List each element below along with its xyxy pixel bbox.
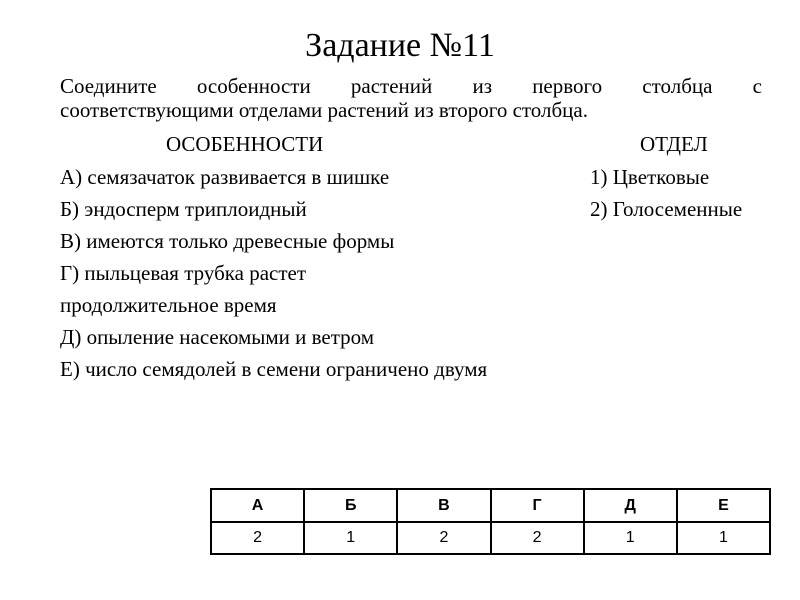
answer-value-cell: 2 xyxy=(491,522,584,554)
answer-header-cell: Е xyxy=(677,489,770,522)
answer-value-cell: 1 xyxy=(584,522,677,554)
division-item-2: 2) Голосеменные xyxy=(590,197,743,221)
task-title: Задание №11 xyxy=(305,27,495,64)
instructions-line-1: Соедините особенности растений из первого столбца с xyxy=(60,74,762,98)
answer-header-cell: Б xyxy=(304,489,397,522)
answer-header-cell: Г xyxy=(491,489,584,522)
features-column-header: ОСОБЕННОСТИ xyxy=(166,132,324,156)
feature-item-e: Е) число семядолей в семени ограничено двумя xyxy=(60,357,488,381)
feature-item-g-continued: продолжительное время xyxy=(60,293,277,317)
instructions-line-2: соответствующими отделами растений из второго столбца. xyxy=(60,98,588,122)
answer-value-cell: 1 xyxy=(677,522,770,554)
answer-value-cell: 2 xyxy=(211,522,304,554)
feature-item-a: А) семязачаток развивается в шишке xyxy=(60,165,390,189)
feature-item-g: Г) пыльцевая трубка растет xyxy=(60,261,307,285)
answer-header-cell: В xyxy=(397,489,490,522)
feature-item-b: Б) эндосперм триплоидный xyxy=(60,197,307,221)
division-item-1: 1) Цветковые xyxy=(590,165,710,189)
answer-table xyxy=(210,488,771,555)
answer-value-cell: 2 xyxy=(397,522,490,554)
feature-item-v: В) имеются только древесные формы xyxy=(60,229,395,253)
answer-table-header-row xyxy=(211,489,770,522)
task-instructions xyxy=(60,74,762,122)
answer-table-values-row xyxy=(211,522,770,554)
feature-item-d: Д) опыление насекомыми и ветром xyxy=(60,325,375,349)
answer-header-cell: А xyxy=(211,489,304,522)
answer-value-cell: 1 xyxy=(304,522,397,554)
divisions-column-header: ОТДЕЛ xyxy=(640,132,708,156)
answer-header-cell: Д xyxy=(584,489,677,522)
